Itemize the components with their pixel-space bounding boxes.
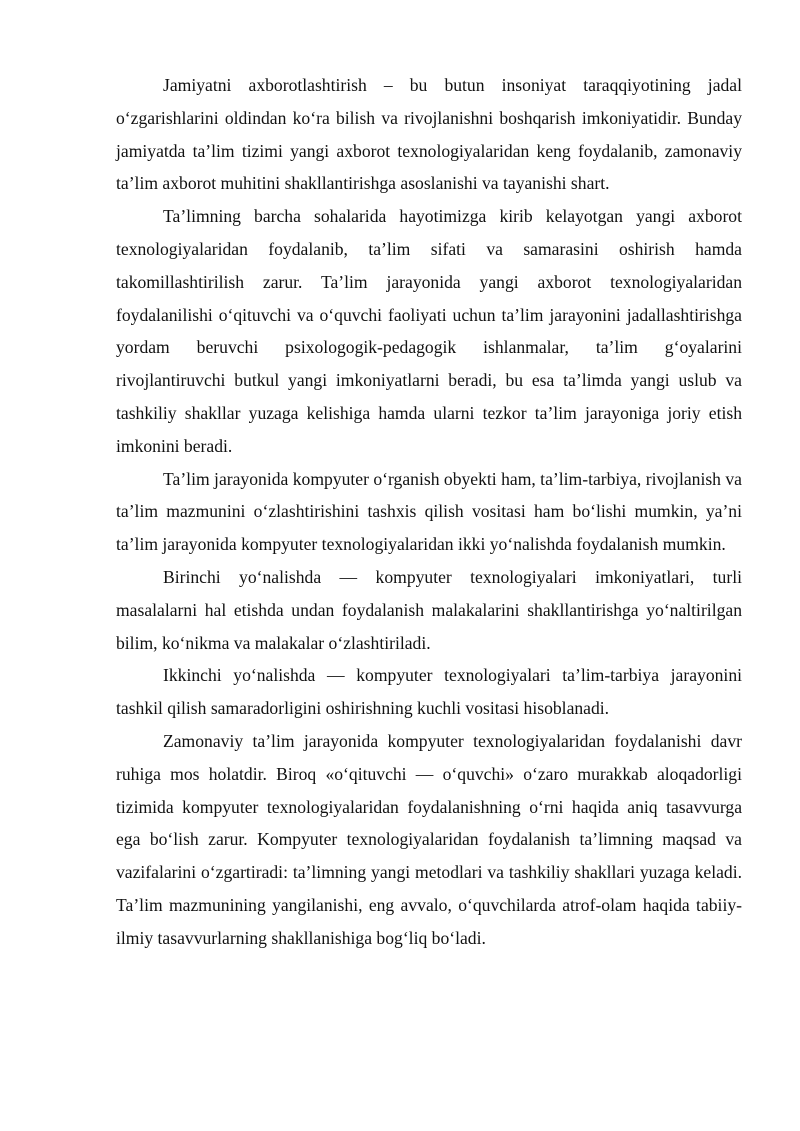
paragraph-1: Jamiyatni axborotlashtirish – bu butun insoniyat taraqqiyotining jadal o‘zgarishlarini oldindan ko‘ra bilish va rivojlanishni boshqarish imkoniyatidir. Bunday jamiyatda ta’lim tizimi yangi axborot texnologiyalaridan keng foydalanib, zamonaviy ta’lim axborot muhitini shakllantirishga asoslanishi va tayanishi shart. [116,75,742,194]
document-page [116,69,742,955]
paragraph-4: Birinchi yo‘nalishda — kompyuter texnologiyalari imkoniyatlari, turli masalalarni hal etishda undan foydalanish malakalarini shakllantirishga yo‘naltirilgan bilim, ko‘nikma va malakalar o‘zlashtiriladi. [116,566,742,653]
paragraph-3: Ta’lim jarayonida kompyuter o‘rganish obyekti ham, ta’lim-tarbiya, rivojlanish va ta’lim mazmunini o‘zlashtirishini tashxis qilish vositasi ham bo‘lishi mumkin, ya’ni ta’lim jarayonida kompyuter texnologiyalaridan ikki yo‘nalishda foydalanish mumkin. [116,468,742,555]
paragraph-2: Ta’limning barcha sohalarida hayotimizga kirib kelayotgan yangi axborot texnologiyalaridan foydalanib, ta’lim sifati va samarasini oshirish hamda takomillashtirilish zarur. Ta’lim jarayonida yangi axborot texnologiyalaridan foydalanilishi o‘qituvchi va o‘quvchi faoliyati uchun ta’lim jarayonini jadallashtirishga yordam beruvchi psixologogik-pedagogik ishlanmalar, ta’lim g‘oyalarini rivojlantiruvchi butkul yangi imkoniyatlarni beradi, bu esa ta’limda yangi uslub va tashkiliy shakllar yuzaga kelishiga hamda ularni tezkor ta’lim jarayoniga joriy etish imkonini beradi. [116,206,742,456]
paragraph-6: Zamonaviy ta’lim jarayonida kompyuter texnologiyalaridan foydalanishi davr ruhiga mos holatdir. Biroq «o‘qituvchi — o‘quvchi» o‘zaro murakkab aloqadorligi tizimida kompyuter texnologiyalaridan foydalanishning o‘rni haqida aniq tasavvurga ega bo‘lish zarur. Kompyuter texnologiyalaridan foydalanish ta’limning maqsad va vazifalarini o‘zgartiradi: ta’limning yangi metodlari va tashkiliy shakllari yuzaga keladi. Ta’lim mazmunining yangilanishi, eng avvalo, o‘quvchilarda atrof-olam haqida tabiiy-ilmiy tasavvurlarning shakllanishiga bog‘liq bo‘ladi. [116,730,742,948]
paragraph-5: Ikkinchi yo‘nalishda — kompyuter texnologiyalari ta’lim-tarbiya jarayonini tashkil qilish samaradorligini oshirishning kuchli vositasi hisoblanadi. [116,665,742,719]
